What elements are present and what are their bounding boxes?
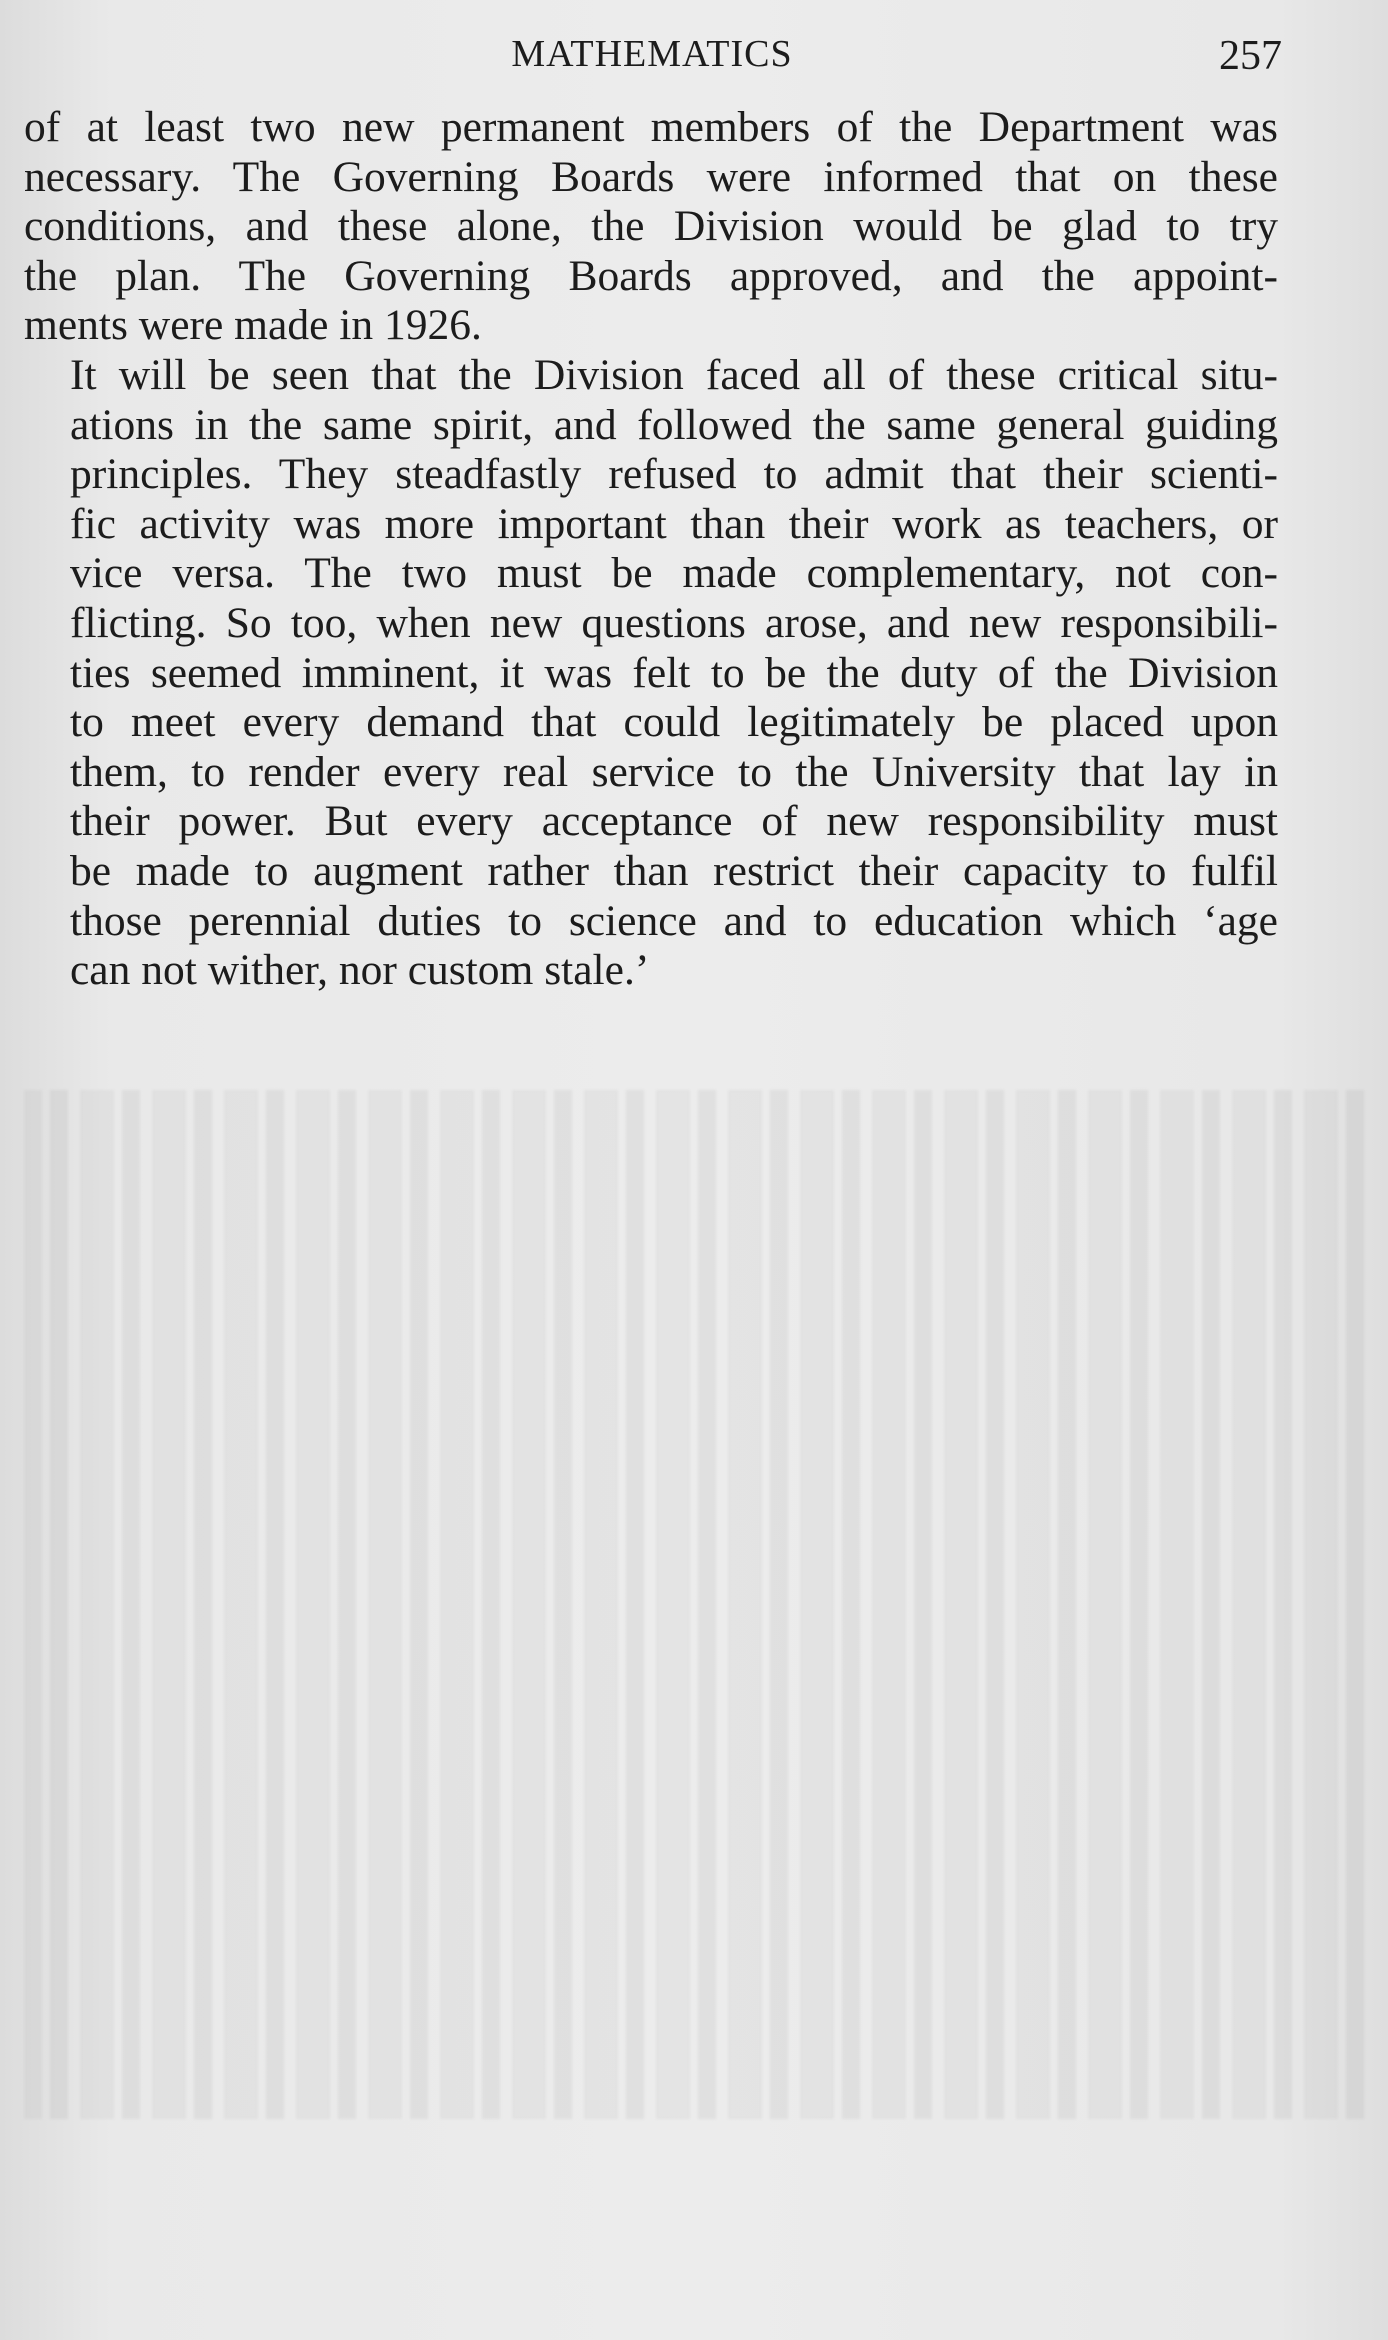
text-line: the plan. The Governing Boards approved, and the appoint- <box>24 251 1278 300</box>
text-line: vice versa. The two must be made complementary, not con- <box>70 549 1278 598</box>
text-line: be made to augment rather than restrict their capacity to fulfil <box>70 846 1278 895</box>
paragraph <box>24 103 1278 351</box>
body-text <box>24 103 1278 996</box>
text-line: of at least two new permanent members of the Department was <box>24 103 1278 151</box>
text-line: principles. They steadfastly refused to admit that their scienti- <box>70 450 1278 499</box>
paragraph <box>24 351 1278 996</box>
bleed-through-texture <box>24 1090 1364 2119</box>
text-line: can not wither, nor custom stale.’ <box>70 946 650 995</box>
text-line: ations in the same spirit, and followed the same general guiding <box>70 400 1278 449</box>
running-head: MATHEMATICS <box>511 33 793 75</box>
text-line: those perennial duties to science and to education which ‘age <box>70 896 1278 945</box>
page-number: 257 <box>1219 33 1282 79</box>
text-line: necessary. The Governing Boards were informed that on these <box>24 152 1278 201</box>
text-line: them, to render every real service to the University that lay in <box>70 747 1278 796</box>
text-line: fic activity was more important than their work as teachers, or <box>70 499 1278 548</box>
page-header <box>22 28 1282 88</box>
text-line: conditions, and these alone, the Division would be glad to try <box>24 202 1278 251</box>
text-line: ties seemed imminent, it was felt to be the duty of the Division <box>70 648 1278 697</box>
text-line: to meet every demand that could legitimately be placed upon <box>70 698 1278 747</box>
text-line: flicting. So too, when new questions arose, and new responsibili- <box>70 598 1278 647</box>
text-line: ments were made in 1926. <box>24 301 482 350</box>
text-line: their power. But every acceptance of new responsibility must <box>70 797 1278 846</box>
text-line: It will be seen that the Division faced all of these critical situ- <box>70 350 1278 399</box>
